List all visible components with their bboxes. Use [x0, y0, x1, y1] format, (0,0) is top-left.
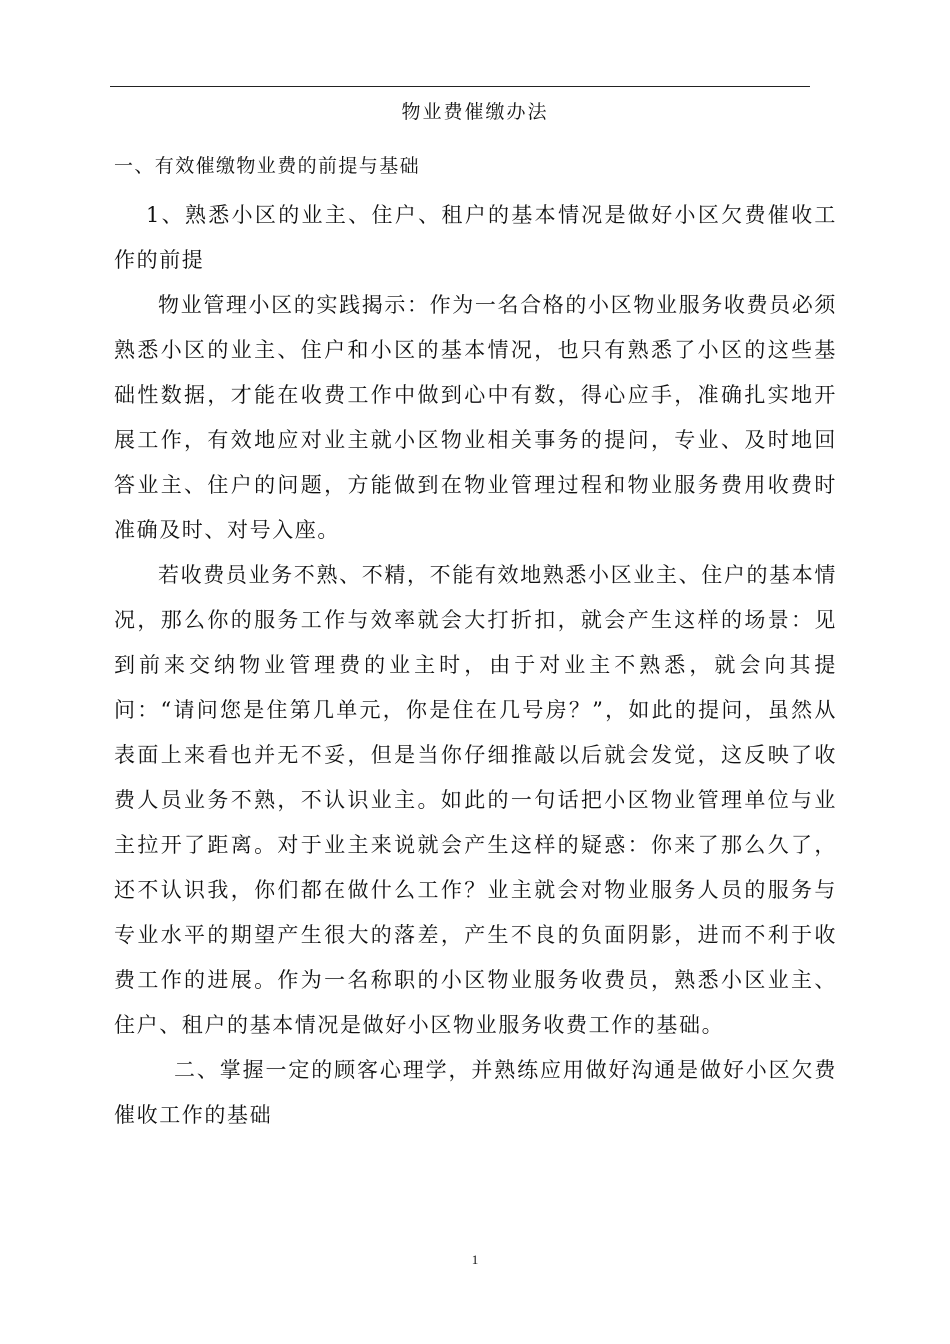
paragraph-2: 若收费员业务不熟、不精，不能有效地熟悉小区业主、住户的基本情况，那么你的服务工作与效率就会大打折扣，就会产生这样的场景：见到前来交纳物业管理费的业主时，由于对业主不熟悉，就会向其提问：“请问您是住第几单元，你是住在几号房？”，如此的提问，虽然从表面上来看也并无不妥，但是当你仔细推敲以后就会发觉，这反映了收费人员业务不熟，不认识业主。如此的一句话把小区物业管理单位与业主拉开了距离。对于业主来说就会产生这样的疑惑：你来了那么久了，还不认识我，你们都在做什么工作？业主就会对物业服务人员的服务与专业水平的期望产生很大的落差，产生不良的负面阴影，进而不利于收费工作的进展。作为一名称职的小区物业服务收费员，熟悉小区业主、住户、租户的基本情况是做好小区物业服务收费工作的基础。 [114, 563, 837, 1037]
document-body [114, 146, 837, 1138]
header-rule [110, 86, 810, 87]
page-number: 1 [471, 1252, 479, 1267]
paragraph-1: 物业管理小区的实践揭示：作为一名合格的小区物业服务收费员必须熟悉小区的业主、住户和小区的基本情况，也只有熟悉了小区的这些基础性数据，才能在收费工作中做到心中有数，得心应手，准确扎实地开展工作，有效地应对业主就小区物业相关事务的提问，专业、及时地回答业主、住户的问题，方能做到在物业管理过程和物业服务费用收费时准确及时、对号入座。 [114, 293, 837, 542]
document-title: 物业费催缴办法 [401, 101, 549, 123]
item1-heading: 1、熟悉小区的业主、住户、租户的基本情况是做好小区欠费催收工作的前提 [114, 203, 837, 272]
section2-heading: 二、掌握一定的顾客心理学，并熟练应用做好沟通是做好小区欠费催收工作的基础 [114, 1058, 837, 1127]
section1-heading: 一、有效催缴物业费的前提与基础 [114, 155, 421, 177]
